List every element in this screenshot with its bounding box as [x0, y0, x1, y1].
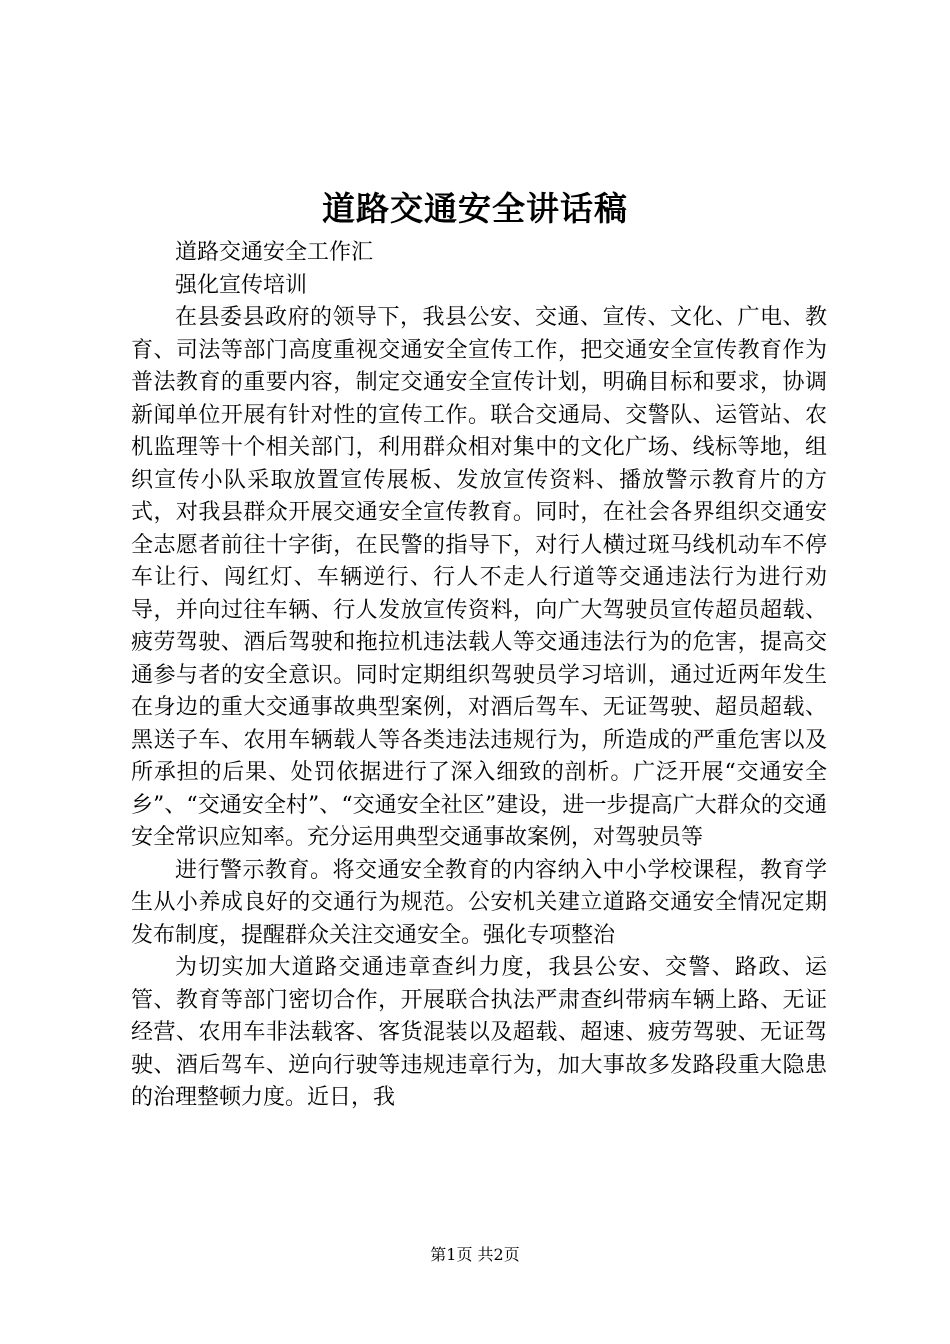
document-body: [131, 237, 827, 1115]
paragraph-1: 在县委县政府的领导下，我县公安、交通、宣传、文化、广电、教育、司法等部门高度重视交通安全宣传工作，把交通安全宣传教育作为普法教育的重要内容，制定交通安全宣传计划，明确目标和要求，协调新闻单位开展有针对性的宣传工作。联合交通局、交警队、运管站、农机监理等十个相关部门，利用群众相对集中的文化广场、线标等地，组织宣传小队采取放置宣传展板、发放宣传资料、播放警示教育片的方式，对我县群众开展交通安全宣传教育。同时，在社会各界组织交通安全志愿者前往十字街，在民警的指导下，对行人横过斑马线机动车不停车让行、闯红灯、车辆逆行、行人不走人行道等交通违法行为进行劝导，并向过往车辆、行人发放宣传资料，向广大驾驶员宣传超员超载、疲劳驾驶、酒后驾驶和拖拉机违法载人等交通违法行为的危害，提高交通参与者的安全意识。同时定期组织驾驶员学习培训，通过近两年发生在身边的重大交通事故典型案例，对酒后驾车、无证驾驶、超员超载、黑送子车、农用车辆载人等各类违法违规行为，所造成的严重危害以及所承担的后果、处罚依据进行了深入细致的剖析。广泛开展“交通安全乡”、“交通安全村”、“交通安全社区”建设，进一步提高广大群众的交通安全常识应知率。充分运用典型交通事故案例，对驾驶员等: [131, 305, 827, 850]
paragraph-subheading-2: 强化宣传培训: [175, 272, 308, 298]
document-title: 道路交通安全讲话稿: [322, 189, 628, 228]
page-footer: 第1页 共2页: [430, 1245, 520, 1264]
paragraph-3: 为切实加大道路交通违章查纠力度，我县公安、交警、路政、运管、教育等部门密切合作，开展联合执法严肃查纠带病车辆上路、无证经营、农用车非法载客、客货混装以及超载、超速、疲劳驾驶、无证驾驶、酒后驾车、逆向行驶等违规违章行为，加大事故多发路段重大隐患的治理整顿力度。近日，我: [131, 955, 827, 1110]
paragraph-2: 进行警示教育。将交通安全教育的内容纳入中小学校课程，教育学生从小养成良好的交通行为规范。公安机关建立道路交通安全情况定期发布制度，提醒群众关注交通安全。强化专项整治: [131, 857, 827, 948]
paragraph-subheading-1: 道路交通安全工作汇: [175, 240, 374, 265]
